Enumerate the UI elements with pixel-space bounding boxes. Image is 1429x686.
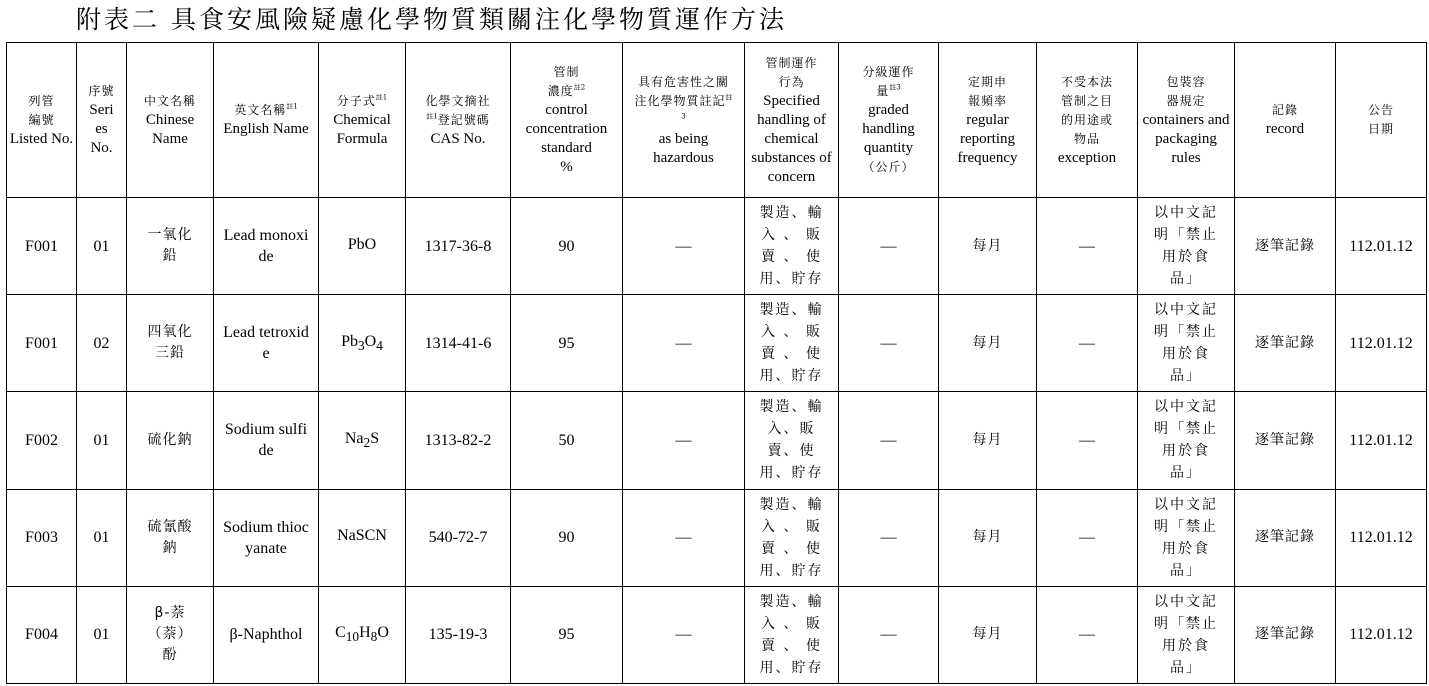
packaging-line: 品」 — [1170, 368, 1202, 385]
header-hazardous: 具有危害性之關注化學物質註記$^{註3}$ as being hazardous — [623, 43, 745, 198]
packaging-line: 品」 — [1170, 659, 1202, 676]
listed-no-cell: F002 — [7, 392, 77, 489]
record-cell: 逐筆記錄 — [1235, 295, 1336, 392]
handling-cell — [745, 586, 839, 683]
handling-line: 用、貯存 — [759, 271, 824, 288]
handling-line: 製造、輸 — [759, 593, 824, 610]
formula-cell: $Pb_3O_4$ — [319, 295, 406, 392]
listed-no-cell: F003 — [7, 489, 77, 586]
series-no-cell: 01 — [77, 198, 127, 295]
header-listed-no: 列管編號 Listed No. — [7, 43, 77, 198]
header-series-no: 序號 Seri es No. — [77, 43, 127, 198]
handling-cell — [745, 489, 839, 586]
handling-line: 製造、輸 — [759, 496, 824, 513]
handling-line: 賣 、 使 — [761, 540, 822, 557]
hazardous-cell: — — [623, 198, 745, 295]
handling-line: 賣 、 使 — [761, 346, 822, 363]
handling-line: 入 、 販 — [761, 518, 822, 535]
packaging-line: 以中文記 — [1154, 593, 1218, 610]
graded-cell: — — [839, 392, 939, 489]
chinese-name-cell: β-萘（萘）酚 — [127, 586, 214, 683]
exception-cell: — — [1037, 489, 1138, 586]
reporting-cell: 每月 — [939, 295, 1037, 392]
hazardous-cell: — — [623, 586, 745, 683]
packaging-line: 明「禁止 — [1154, 518, 1218, 535]
header-record: 記錄 record — [1235, 43, 1336, 198]
header-packaging: 包裝容器規定 containers and packaging rules — [1138, 43, 1235, 198]
exception-cell: — — [1037, 586, 1138, 683]
cas-no-cell: 540-72-7 — [406, 489, 511, 586]
date-cell: 112.01.12 — [1336, 586, 1427, 683]
hazardous-cell: — — [623, 392, 745, 489]
reporting-cell: 每月 — [939, 392, 1037, 489]
handling-cell — [745, 295, 839, 392]
packaging-cell — [1138, 489, 1235, 586]
table-row — [7, 586, 1427, 683]
series-no-cell: 01 — [77, 489, 127, 586]
packaging-line: 品」 — [1170, 562, 1202, 579]
packaging-line: 用於食 — [1162, 346, 1210, 363]
exception-cell: — — [1037, 392, 1138, 489]
handling-line: 賣 、 使 — [761, 249, 822, 266]
cas-no-cell: 135-19-3 — [406, 586, 511, 683]
handling-line: 賣、使 — [767, 443, 816, 460]
reporting-cell: 每月 — [939, 198, 1037, 295]
table-row — [7, 489, 1427, 586]
graded-cell: — — [839, 198, 939, 295]
record-cell: 逐筆記錄 — [1235, 198, 1336, 295]
handling-cell — [745, 392, 839, 489]
date-cell: 112.01.12 — [1336, 295, 1427, 392]
packaging-line: 以中文記 — [1154, 496, 1218, 513]
formula-cell: $C_{10}H_8O$ — [319, 586, 406, 683]
header-cas-no: 化學文摘社 $^{註1}$登記號碼 CAS No. — [406, 43, 511, 198]
handling-line: 製造、輸 — [759, 205, 824, 222]
packaging-cell — [1138, 295, 1235, 392]
table-row — [7, 198, 1427, 295]
graded-cell: — — [839, 295, 939, 392]
header-handling: 管制運作行為 Specified handling of chemical substances of concern — [745, 43, 839, 198]
handling-line: 入 、 販 — [761, 227, 822, 244]
record-cell: 逐筆記錄 — [1235, 586, 1336, 683]
date-cell: 112.01.12 — [1336, 489, 1427, 586]
series-no-cell: 02 — [77, 295, 127, 392]
chinese-name-cell: 四氧化三鉛 — [127, 295, 214, 392]
header-row — [7, 43, 1427, 198]
handling-line: 入 、 販 — [761, 324, 822, 341]
reporting-cell: 每月 — [939, 586, 1037, 683]
handling-line: 賣 、 使 — [761, 637, 822, 654]
handling-line: 入、販 — [767, 421, 816, 438]
english-name-cell: Sodium sulfide — [214, 392, 319, 489]
series-no-cell: 01 — [77, 586, 127, 683]
record-cell: 逐筆記錄 — [1235, 489, 1336, 586]
formula-cell: $Na_2S$ — [319, 392, 406, 489]
header-date: 公告日期 — [1336, 43, 1427, 198]
packaging-line: 明「禁止 — [1154, 421, 1218, 438]
packaging-cell — [1138, 586, 1235, 683]
concentration-cell: 95 — [511, 295, 623, 392]
packaging-line: 用於食 — [1162, 249, 1210, 266]
header-exception: 不受本法管制之目的用途或物品 exception — [1037, 43, 1138, 198]
packaging-line: 用於食 — [1162, 637, 1210, 654]
packaging-line: 用於食 — [1162, 540, 1210, 557]
packaging-line: 以中文記 — [1154, 205, 1218, 222]
handling-line: 製造、輸 — [759, 399, 824, 416]
header-formula: 分子式$^{註1}$ Chemical Formula — [319, 43, 406, 198]
listed-no-cell: F004 — [7, 586, 77, 683]
cas-no-cell: 1314-41-6 — [406, 295, 511, 392]
reporting-cell: 每月 — [939, 489, 1037, 586]
header-reporting: 定期申報頻率 regular reporting frequency — [939, 43, 1037, 198]
english-name-cell: Lead tetroxide — [214, 295, 319, 392]
header-english-name: 英文名稱$^{註1}$ English Name — [214, 43, 319, 198]
handling-line: 製造、輸 — [759, 302, 824, 319]
listed-no-cell: F001 — [7, 198, 77, 295]
packaging-line: 明「禁止 — [1154, 227, 1218, 244]
handling-line: 入 、 販 — [761, 615, 822, 632]
packaging-line: 用於食 — [1162, 443, 1210, 460]
handling-line: 用、貯存 — [759, 368, 824, 385]
header-graded: 分級運作量$^{註3}$ graded handling quantity （公斤） — [839, 43, 939, 198]
header-concentration: 管制 濃度$^{註2}$ control concentration standard % — [511, 43, 623, 198]
date-cell: 112.01.12 — [1336, 198, 1427, 295]
hazardous-cell: — — [623, 295, 745, 392]
record-cell: 逐筆記錄 — [1235, 392, 1336, 489]
packaging-line: 以中文記 — [1154, 399, 1218, 416]
table-row — [7, 295, 1427, 392]
date-cell: 112.01.12 — [1336, 392, 1427, 489]
packaging-cell — [1138, 392, 1235, 489]
packaging-line: 明「禁止 — [1154, 615, 1218, 632]
page-title: 附表二 具食安風險疑慮化學物質類關注化學物質運作方法 — [76, 5, 787, 34]
series-no-cell: 01 — [77, 392, 127, 489]
header-chinese-name: 中文名稱 Chinese Name — [127, 43, 214, 198]
formula-cell: NaSCN — [319, 489, 406, 586]
exception-cell: — — [1037, 198, 1138, 295]
packaging-line: 明「禁止 — [1154, 324, 1218, 341]
chinese-name-cell: 硫化鈉 — [127, 392, 214, 489]
english-name-cell: Lead monoxide — [214, 198, 319, 295]
exception-cell: — — [1037, 295, 1138, 392]
concentration-cell: 50 — [511, 392, 623, 489]
packaging-line: 品」 — [1170, 271, 1202, 288]
chemical-table — [6, 42, 1427, 684]
packaging-cell — [1138, 198, 1235, 295]
packaging-line: 以中文記 — [1154, 302, 1218, 319]
concentration-cell: 90 — [511, 198, 623, 295]
chinese-name-cell: 硫氰酸鈉 — [127, 489, 214, 586]
cas-no-cell: 1317-36-8 — [406, 198, 511, 295]
formula-cell: PbO — [319, 198, 406, 295]
handling-line: 用、貯存 — [759, 659, 824, 676]
graded-cell: — — [839, 586, 939, 683]
concentration-cell: 90 — [511, 489, 623, 586]
cas-no-cell: 1313-82-2 — [406, 392, 511, 489]
hazardous-cell: — — [623, 489, 745, 586]
packaging-line: 品」 — [1170, 465, 1202, 482]
table-row — [7, 392, 1427, 489]
handling-cell — [745, 198, 839, 295]
listed-no-cell: F001 — [7, 295, 77, 392]
english-name-cell: Sodium thiocyanate — [214, 489, 319, 586]
chinese-name-cell: 一氧化鉛 — [127, 198, 214, 295]
handling-line: 用、貯存 — [759, 562, 824, 579]
graded-cell: — — [839, 489, 939, 586]
concentration-cell: 95 — [511, 586, 623, 683]
handling-line: 用、貯存 — [759, 465, 824, 482]
english-name-cell: β-Naphthol — [214, 586, 319, 683]
